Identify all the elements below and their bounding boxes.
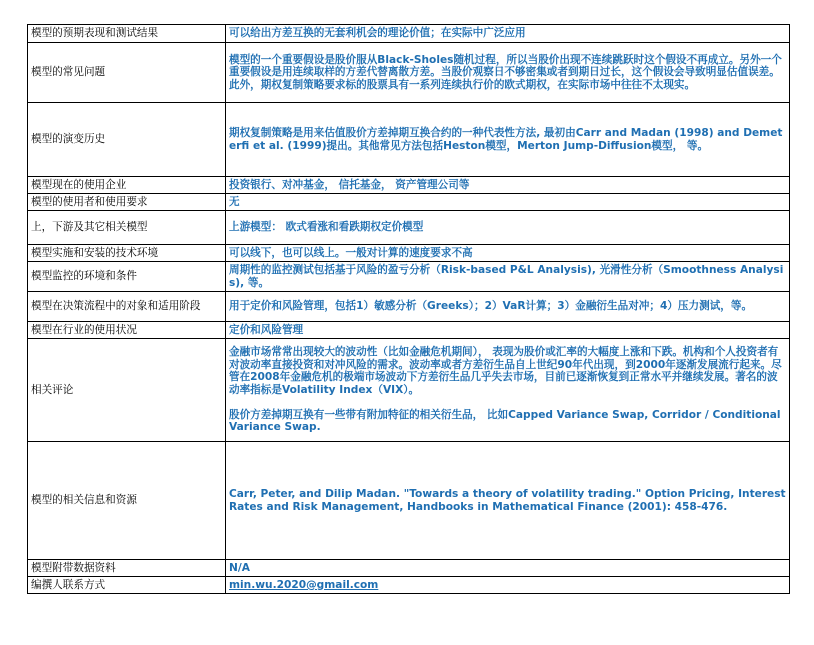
comment-paragraph: 金融市场常常出现较大的波动性（比如金融危机期间）， 表现为股价或汇率的大幅度上涨和下跌。机构和个人投资者有对波动率直接投资和对冲风险的需求。波动率或者方差衍生品自上世纪90年代出现，到2000年逐渐发展流行起来。尽管在2008年金融危机的极端市场波动下方差衍生品几乎失去市场，目前已逐渐恢复到正常水平并继续发展。著名的波动率指标是Volatility Index（VIX）。	[229, 345, 782, 396]
table-row	[28, 194, 790, 211]
table-row	[28, 177, 790, 194]
row-label: 相关评论	[28, 339, 226, 442]
table-row	[28, 292, 790, 322]
table-row	[28, 322, 790, 339]
table-row	[28, 442, 790, 560]
comment-paragraph: 股价方差掉期互换有一些带有附加特征的相关衍生品， 比如Capped Variance Swap, Corridor / Conditional Variance Swap.	[229, 408, 781, 434]
table-row	[28, 245, 790, 262]
row-label: 模型在决策流程中的对象和适用阶段	[28, 292, 226, 322]
row-value: 用于定价和风险管理，包括1）敏感分析（Greeks）；2）VaR计算；3）金融衍生品对冲；4）压力测试，等。	[226, 292, 790, 322]
row-label: 模型在行业的使用状况	[28, 322, 226, 339]
table-row	[28, 262, 790, 292]
row-value: 可以给出方差互换的无套利机会的理论价值；在实际中广泛应用	[226, 25, 790, 43]
row-value: Carr, Peter, and Dilip Madan. "Towards a theory of volatility trading." Option Pricing, Interest Rates and Risk Management, Handbooks in Mathematical Finance (2001): 458-476.	[226, 442, 790, 560]
row-value: 无	[226, 194, 790, 211]
row-value: 可以线下，也可以线上。一般对计算的速度要求不高	[226, 245, 790, 262]
row-label: 上，下游及其它相关模型	[28, 211, 226, 245]
row-label: 模型实施和安装的技术环境	[28, 245, 226, 262]
row-value: 周期性的监控测试包括基于风险的盈亏分析（Risk-based P&L Analysis), 光滑性分析（Smoothness Analysis), 等。	[226, 262, 790, 292]
row-label: 编撰人联系方式	[28, 577, 226, 594]
model-info-table	[27, 24, 790, 594]
table-row	[28, 43, 790, 103]
row-label: 模型现在的使用企业	[28, 177, 226, 194]
row-value: 期权复制策略是用来估值股价方差掉期互换合约的一种代表性方法, 最初由Carr and Madan (1998) and Demeterfi et al. (1999)提出。其他常见方法包括Heston模型，Merton Jump-Diffusion模型， 等。	[226, 103, 790, 177]
row-value	[226, 577, 790, 594]
row-label: 模型的演变历史	[28, 103, 226, 177]
row-label: 模型监控的环境和条件	[28, 262, 226, 292]
table-row	[28, 577, 790, 594]
row-label: 模型的预期表现和测试结果	[28, 25, 226, 43]
row-value: N/A	[226, 560, 790, 577]
table-row	[28, 25, 790, 43]
row-value: 投资银行、对冲基金， 信托基金， 资产管理公司等	[226, 177, 790, 194]
row-value	[226, 339, 790, 442]
row-value: 模型的一个重要假设是股价服从Black-Sholes随机过程，所以当股价出现不连续跳跃时这个假设不再成立。另外一个重要假设是用连续取样的方差代替离散方差。当股价观察日不够密集或者到期日过长，这个假设会导致明显估值误差。此外，期权复制策略要求标的股票具有一系列连续执行价的欧式期权，在实际市场中往往不太现实。	[226, 43, 790, 103]
row-label: 模型的使用者和使用要求	[28, 194, 226, 211]
row-label: 模型的常见问题	[28, 43, 226, 103]
table-row	[28, 560, 790, 577]
table-row	[28, 339, 790, 442]
table-row	[28, 211, 790, 245]
table-row	[28, 103, 790, 177]
row-label: 模型附带数据资料	[28, 560, 226, 577]
contact-email-link[interactable]: min.wu.2020@gmail.com	[229, 578, 379, 591]
row-value: 定价和风险管理	[226, 322, 790, 339]
row-value: 上游模型： 欧式看涨和看跌期权定价模型	[226, 211, 790, 245]
row-label: 模型的相关信息和资源	[28, 442, 226, 560]
